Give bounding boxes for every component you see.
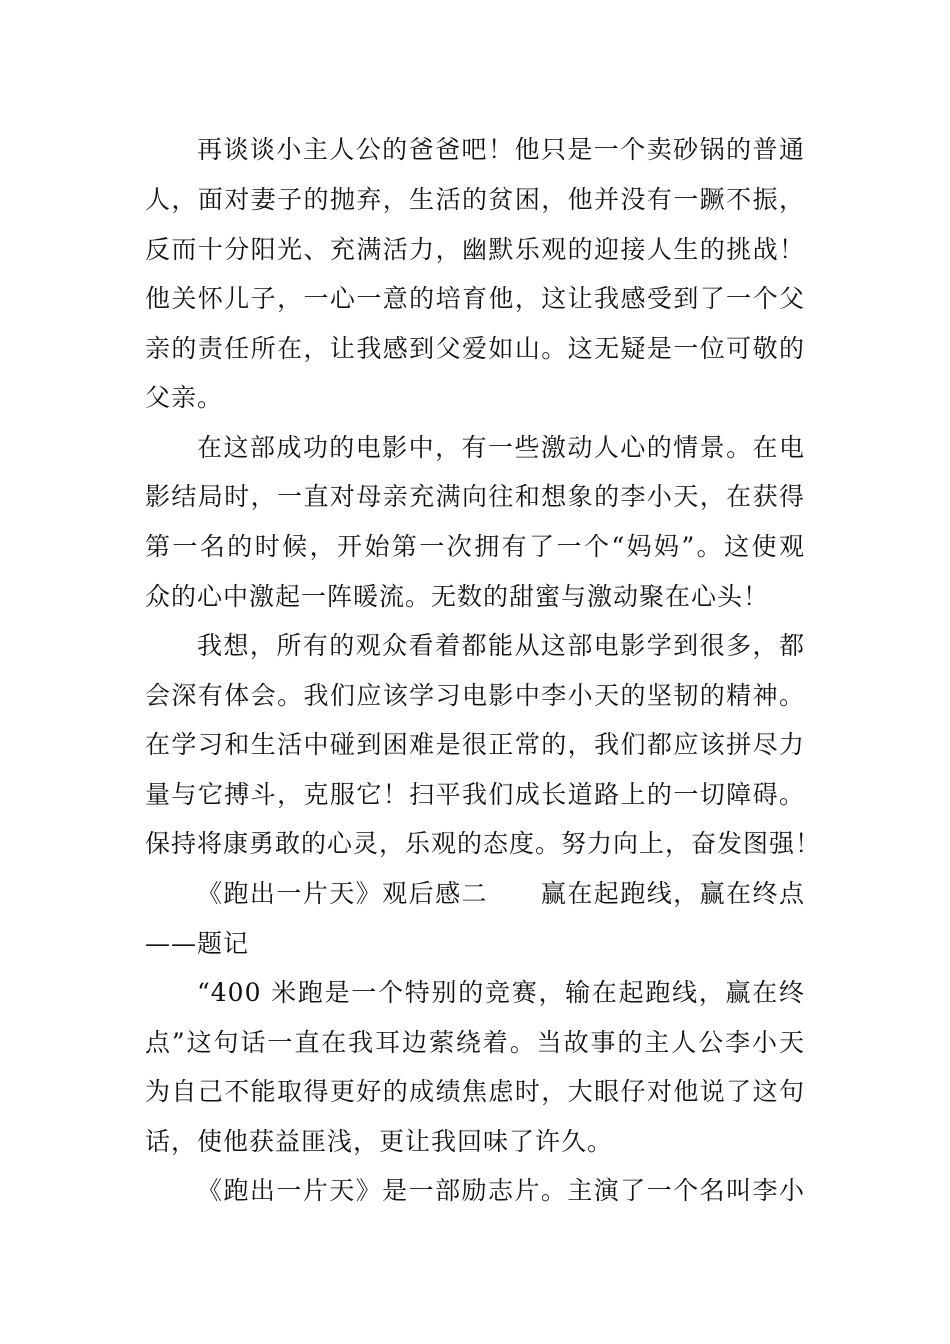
text-line: 影结局时，一直对母亲充满向往和想象的李小天，在获得 — [145, 482, 805, 511]
text-line: 在这部成功的电影中，有一些激动人心的情景。在电 — [197, 433, 805, 462]
text-line: 会深有体会。我们应该学习电影中李小天的坚韧的精神。 — [145, 681, 805, 710]
text-line: 再谈谈小主人公的爸爸吧！他只是一个卖砂锅的普通 — [197, 135, 805, 164]
text-line: 在学习和生活中碰到困难是很正常的，我们都应该拼尽力 — [145, 730, 805, 759]
text-line: 话，使他获益匪浅，更让我回味了许久。 — [145, 1127, 614, 1156]
text-line: 点”这句话一直在我耳边萦绕着。当故事的主人公李小天 — [145, 1028, 805, 1057]
text-line: 人，面对妻子的抛弃，生活的贫困，他并没有一蹶不振， — [145, 185, 805, 214]
epigraph-attribution: ——题记 — [145, 929, 250, 958]
text-line: 《跑出一片天》是一部励志片。主演了一个名叫李小 — [197, 1176, 805, 1205]
text-line: 众的心中激起一阵暖流。无数的甜蜜与激动聚在心头！ — [145, 582, 770, 611]
text-line: 他关怀儿子，一心一意的培育他，这让我感受到了一个父 — [145, 284, 805, 313]
text-line: 亲的责任所在，让我感到父爱如山。这无疑是一位可敬的 — [145, 334, 805, 363]
text-line: “400 米跑是一个特别的竞赛，输在起跑线，赢在终 — [197, 978, 805, 1007]
text-line: 为自己不能取得更好的成绩焦虑时，大眼仔对他说了这句 — [145, 1077, 805, 1106]
text-line: 父亲。 — [145, 383, 224, 412]
text-line: 我想，所有的观众看着都能从这部电影学到很多，都 — [197, 631, 805, 660]
text-line: 反而十分阳光、充满活力，幽默乐观的迎接人生的挑战！ — [145, 235, 805, 264]
text-line: 保持将康勇敢的心灵，乐观的态度。努力向上，奋发图强！ — [145, 829, 822, 858]
text-line: 量与它搏斗，克服它！扫平我们成长道路上的一切障碍。 — [145, 780, 805, 809]
section-heading: 《跑出一片天》观后感二 赢在起跑线，赢在终点 — [197, 879, 805, 908]
text-line: 第一名的时候，开始第一次拥有了一个“妈妈”。这使观 — [145, 532, 805, 561]
